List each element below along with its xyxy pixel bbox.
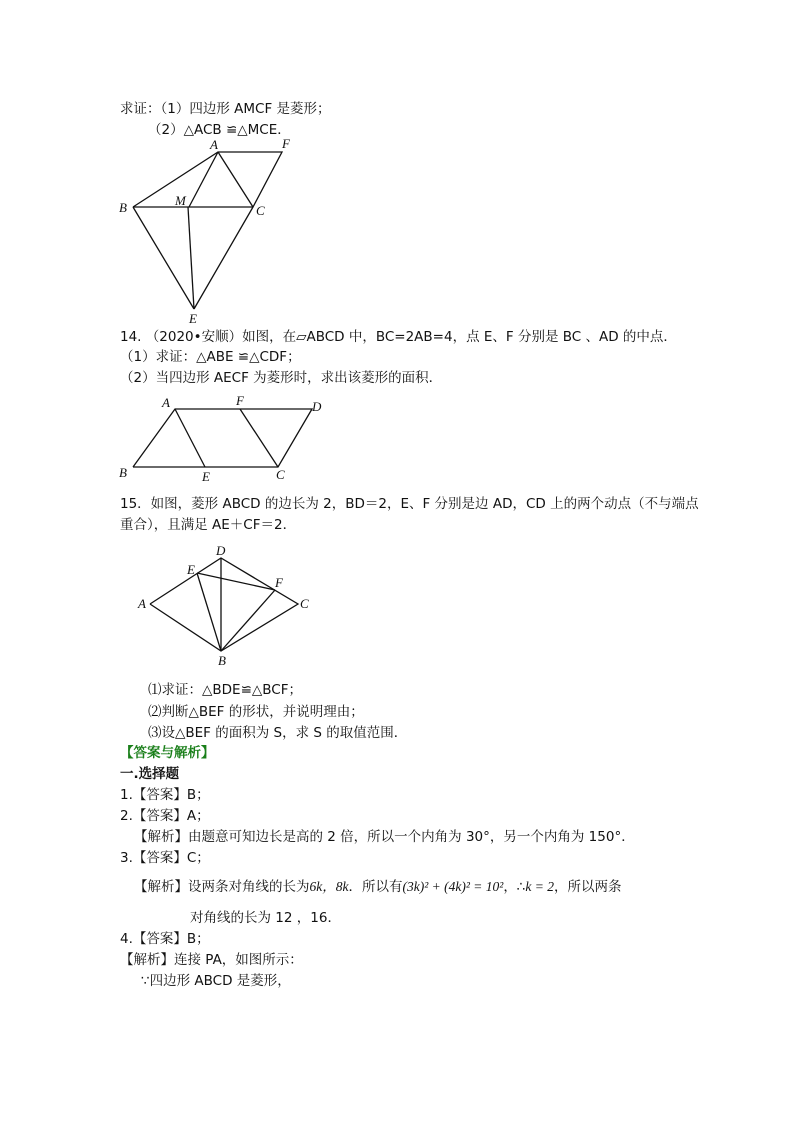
a3-text-mid2: ，∴ xyxy=(503,879,526,895)
answer-4-explanation-2: ∵四边形 ABCD 是菱形， xyxy=(141,973,291,989)
q14-part-1: （1）求证：△ABE ≌△CDF； xyxy=(120,349,301,365)
answer-3-explanation xyxy=(134,878,622,896)
section-title: 一.选择题 xyxy=(120,766,180,782)
label-C: C xyxy=(256,203,265,218)
label-A: A xyxy=(162,395,170,410)
a3-math-1: 6k，8k xyxy=(309,879,349,894)
q15-stem-1: 15．如图，菱形 ABCD 的边长为 2，BD＝2，E、F 分别是边 AD，CD 上的两个动点（不与端点 xyxy=(120,496,699,512)
label-D: D xyxy=(312,399,322,414)
q13-proof-2: （2）△ACB ≌△MCE． xyxy=(148,122,291,138)
label-E: E xyxy=(202,469,210,484)
figure-q14-lines xyxy=(133,409,312,467)
label-C: C xyxy=(300,596,309,611)
a3-text-pre: 【解析】设两条对角线的长为 xyxy=(134,879,310,895)
label-B: B xyxy=(119,200,127,215)
a3-text-mid: ．所以有 xyxy=(348,879,403,895)
answer-4: 4.【答案】B； xyxy=(120,931,210,947)
figure-q14 xyxy=(110,392,340,484)
label-F: F xyxy=(282,136,290,151)
q15-part-2: ⑵判断△BEF 的形状，并说明理由； xyxy=(148,704,364,720)
answers-heading: 【答案与解析】 xyxy=(120,745,215,761)
label-C: C xyxy=(276,467,285,482)
figure-q13 xyxy=(110,132,310,328)
label-A: A xyxy=(138,596,146,611)
figure-q15 xyxy=(130,540,320,670)
label-F: F xyxy=(275,575,283,590)
q14-part-2: （2）当四边形 AECF 为菱形时，求出该菱形的面积． xyxy=(120,370,443,386)
answer-3-explanation-2: 对角线的长为 12 ，16． xyxy=(190,910,341,926)
answer-2: 2.【答案】A； xyxy=(120,808,210,824)
q15-part-3: ⑶设△BEF 的面积为 S，求 S 的取值范围． xyxy=(148,725,408,741)
label-D: D xyxy=(216,543,226,558)
answer-1: 1.【答案】B； xyxy=(120,787,210,803)
a3-text-post: ，所以两条 xyxy=(554,879,622,895)
label-A: A xyxy=(210,137,218,152)
q15-part-1: ⑴求证：△BDE≌△BCF； xyxy=(148,682,302,698)
answer-3: 3.【答案】C； xyxy=(120,850,210,866)
label-E: E xyxy=(187,562,195,577)
a3-math-3: k = 2 xyxy=(525,879,555,894)
figure-q15-lines xyxy=(150,558,298,651)
q14-stem: 14. （2020•安顺）如图，在▱ABCD 中，BC=2AB=4，点 E、F 分别是 BC 、AD 的中点． xyxy=(120,329,677,345)
q15-stem-2: 重合），且满足 AE＋CF＝2． xyxy=(120,517,297,533)
answer-2-explanation: 【解析】由题意可知边长是高的 2 倍，所以一个内角为 30°，另一个内角为 150°． xyxy=(134,829,635,845)
label-B: B xyxy=(218,653,226,668)
label-F: F xyxy=(236,393,244,408)
a3-math-2: (3k)² + (4k)² = 10² xyxy=(402,879,504,894)
label-B: B xyxy=(119,465,127,480)
label-M: M xyxy=(175,193,186,208)
figure-q13-lines xyxy=(133,152,282,309)
label-E: E xyxy=(189,311,197,326)
answer-4-explanation: 【解析】连接 PA，如图所示： xyxy=(120,952,303,968)
q13-proof-1: 求证：（1）四边形 AMCF 是菱形； xyxy=(120,101,331,117)
